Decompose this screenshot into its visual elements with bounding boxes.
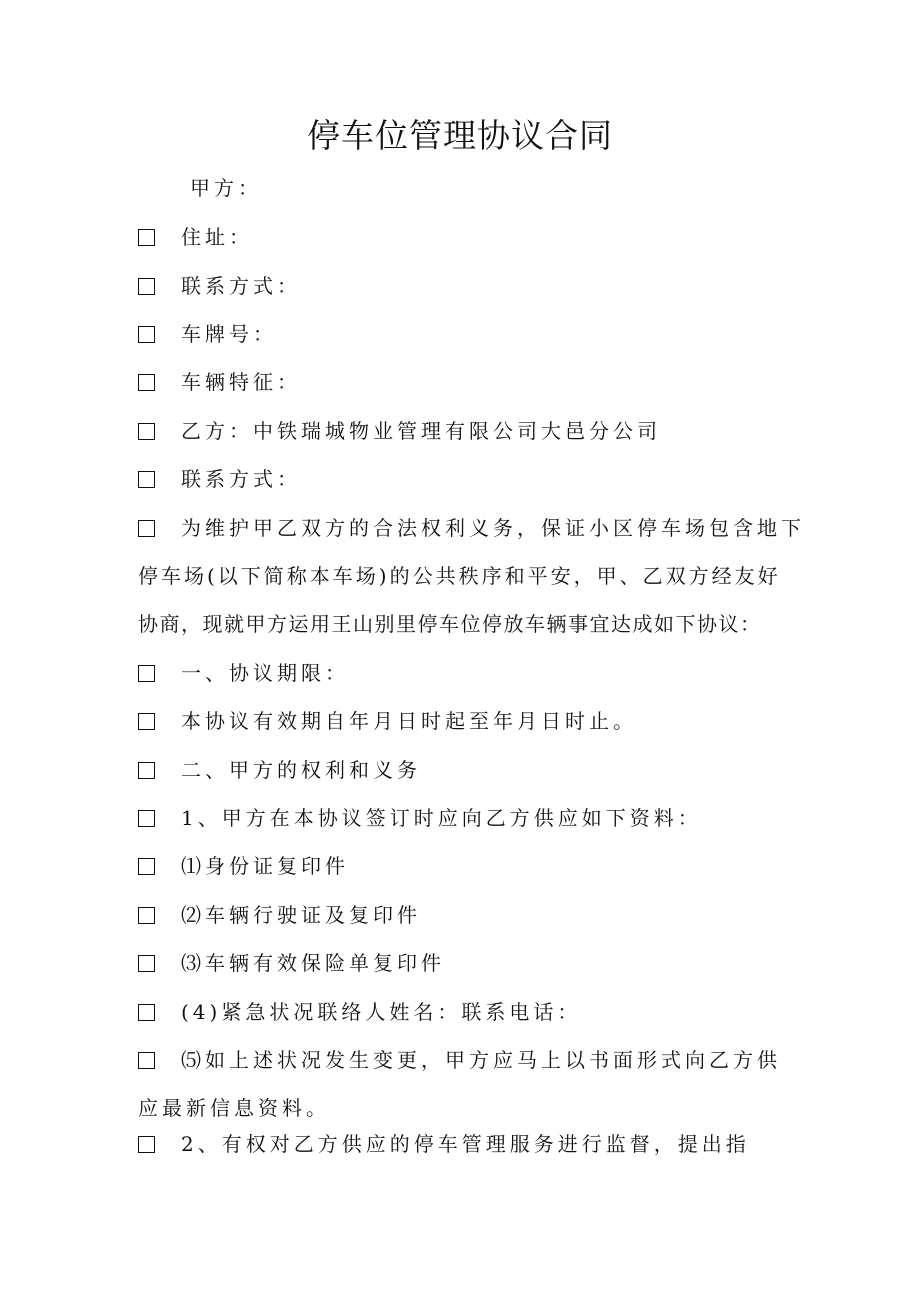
checkbox-icon [138,713,155,730]
party-b-label: 乙方：中铁瑞城物业管理有限公司大邑分公司 [181,419,661,443]
vehicle-feature-line [138,362,301,402]
preamble-line-1 [138,508,805,548]
item-5-continuation: 应最新信息资料。 [138,1096,330,1120]
item-2-line [138,895,421,935]
term-line [138,701,637,741]
item-1-text: ⑴身份证复印件 [181,854,349,878]
clause-2-line [138,1124,750,1164]
plate-label: 车牌号： [181,322,277,346]
checkbox-icon [138,1052,155,1069]
item-4-line [138,992,581,1032]
checkbox-icon [138,665,155,682]
item-5-line [138,1040,781,1080]
vehicle-feature-label: 车辆特征： [181,370,301,394]
address-label: 住址： [181,225,253,249]
contact-line-b [138,459,301,499]
checkbox-icon [138,278,155,295]
contact-label-b: 联系方式： [181,467,301,491]
checkbox-icon [138,326,155,343]
preamble-line-3: 协商，现就甲方运用王山别里停车位停放车辆事宜达成如下协议： [138,612,762,636]
checkbox-icon [138,762,155,779]
checkbox-icon [138,374,155,391]
preamble-line-2: 停车场(以下简称本车场)的公共秩序和平安，甲、乙双方经友好 [138,564,781,588]
section-1-label: 一、协议期限： [181,661,349,685]
checkbox-icon [138,907,155,924]
clause-2-text: 2、有权对乙方供应的停车管理服务进行监督，提出指 [181,1132,750,1156]
section-1-heading [138,653,349,693]
checkbox-icon [138,229,155,246]
item-3-line [138,943,445,983]
checkbox-icon [138,1004,155,1021]
party-a-label: 甲方： [190,176,262,200]
item-4-text: (4)紧急状况联络人姓名：联系电话： [181,1000,582,1024]
checkbox-icon [138,520,155,537]
contact-label-a: 联系方式： [181,274,301,298]
checkbox-icon [138,1136,155,1153]
address-line [138,217,253,257]
item-3-text: ⑶车辆有效保险单复印件 [181,951,445,975]
checkbox-icon [138,810,155,827]
item-1-line [138,846,349,886]
party-a-line [138,168,262,208]
plate-line [138,314,277,354]
checkbox-icon [138,471,155,488]
party-b-line [138,411,661,451]
clause-1-text: 1、甲方在本协议签订时应向乙方供应如下资料： [181,806,702,830]
checkbox-icon [138,423,155,440]
document-title: 停车位管理协议合同 [307,116,613,155]
term-text: 本协议有效期自年月日时起至年月日时止。 [181,709,637,733]
section-2-heading [138,750,421,790]
clause-1-line [138,798,702,838]
preamble-text-1: 为维护甲乙双方的合法权利义务，保证小区停车场包含地下 [181,516,805,540]
checkbox-icon [138,955,155,972]
item-2-text: ⑵车辆行驶证及复印件 [181,903,421,927]
contact-line-a [138,266,301,306]
checkbox-icon [138,858,155,875]
item-5-text: ⑸如上述状况发生变更，甲方应马上以书面形式向乙方供 [181,1048,781,1072]
section-2-label: 二、甲方的权利和义务 [181,758,421,782]
